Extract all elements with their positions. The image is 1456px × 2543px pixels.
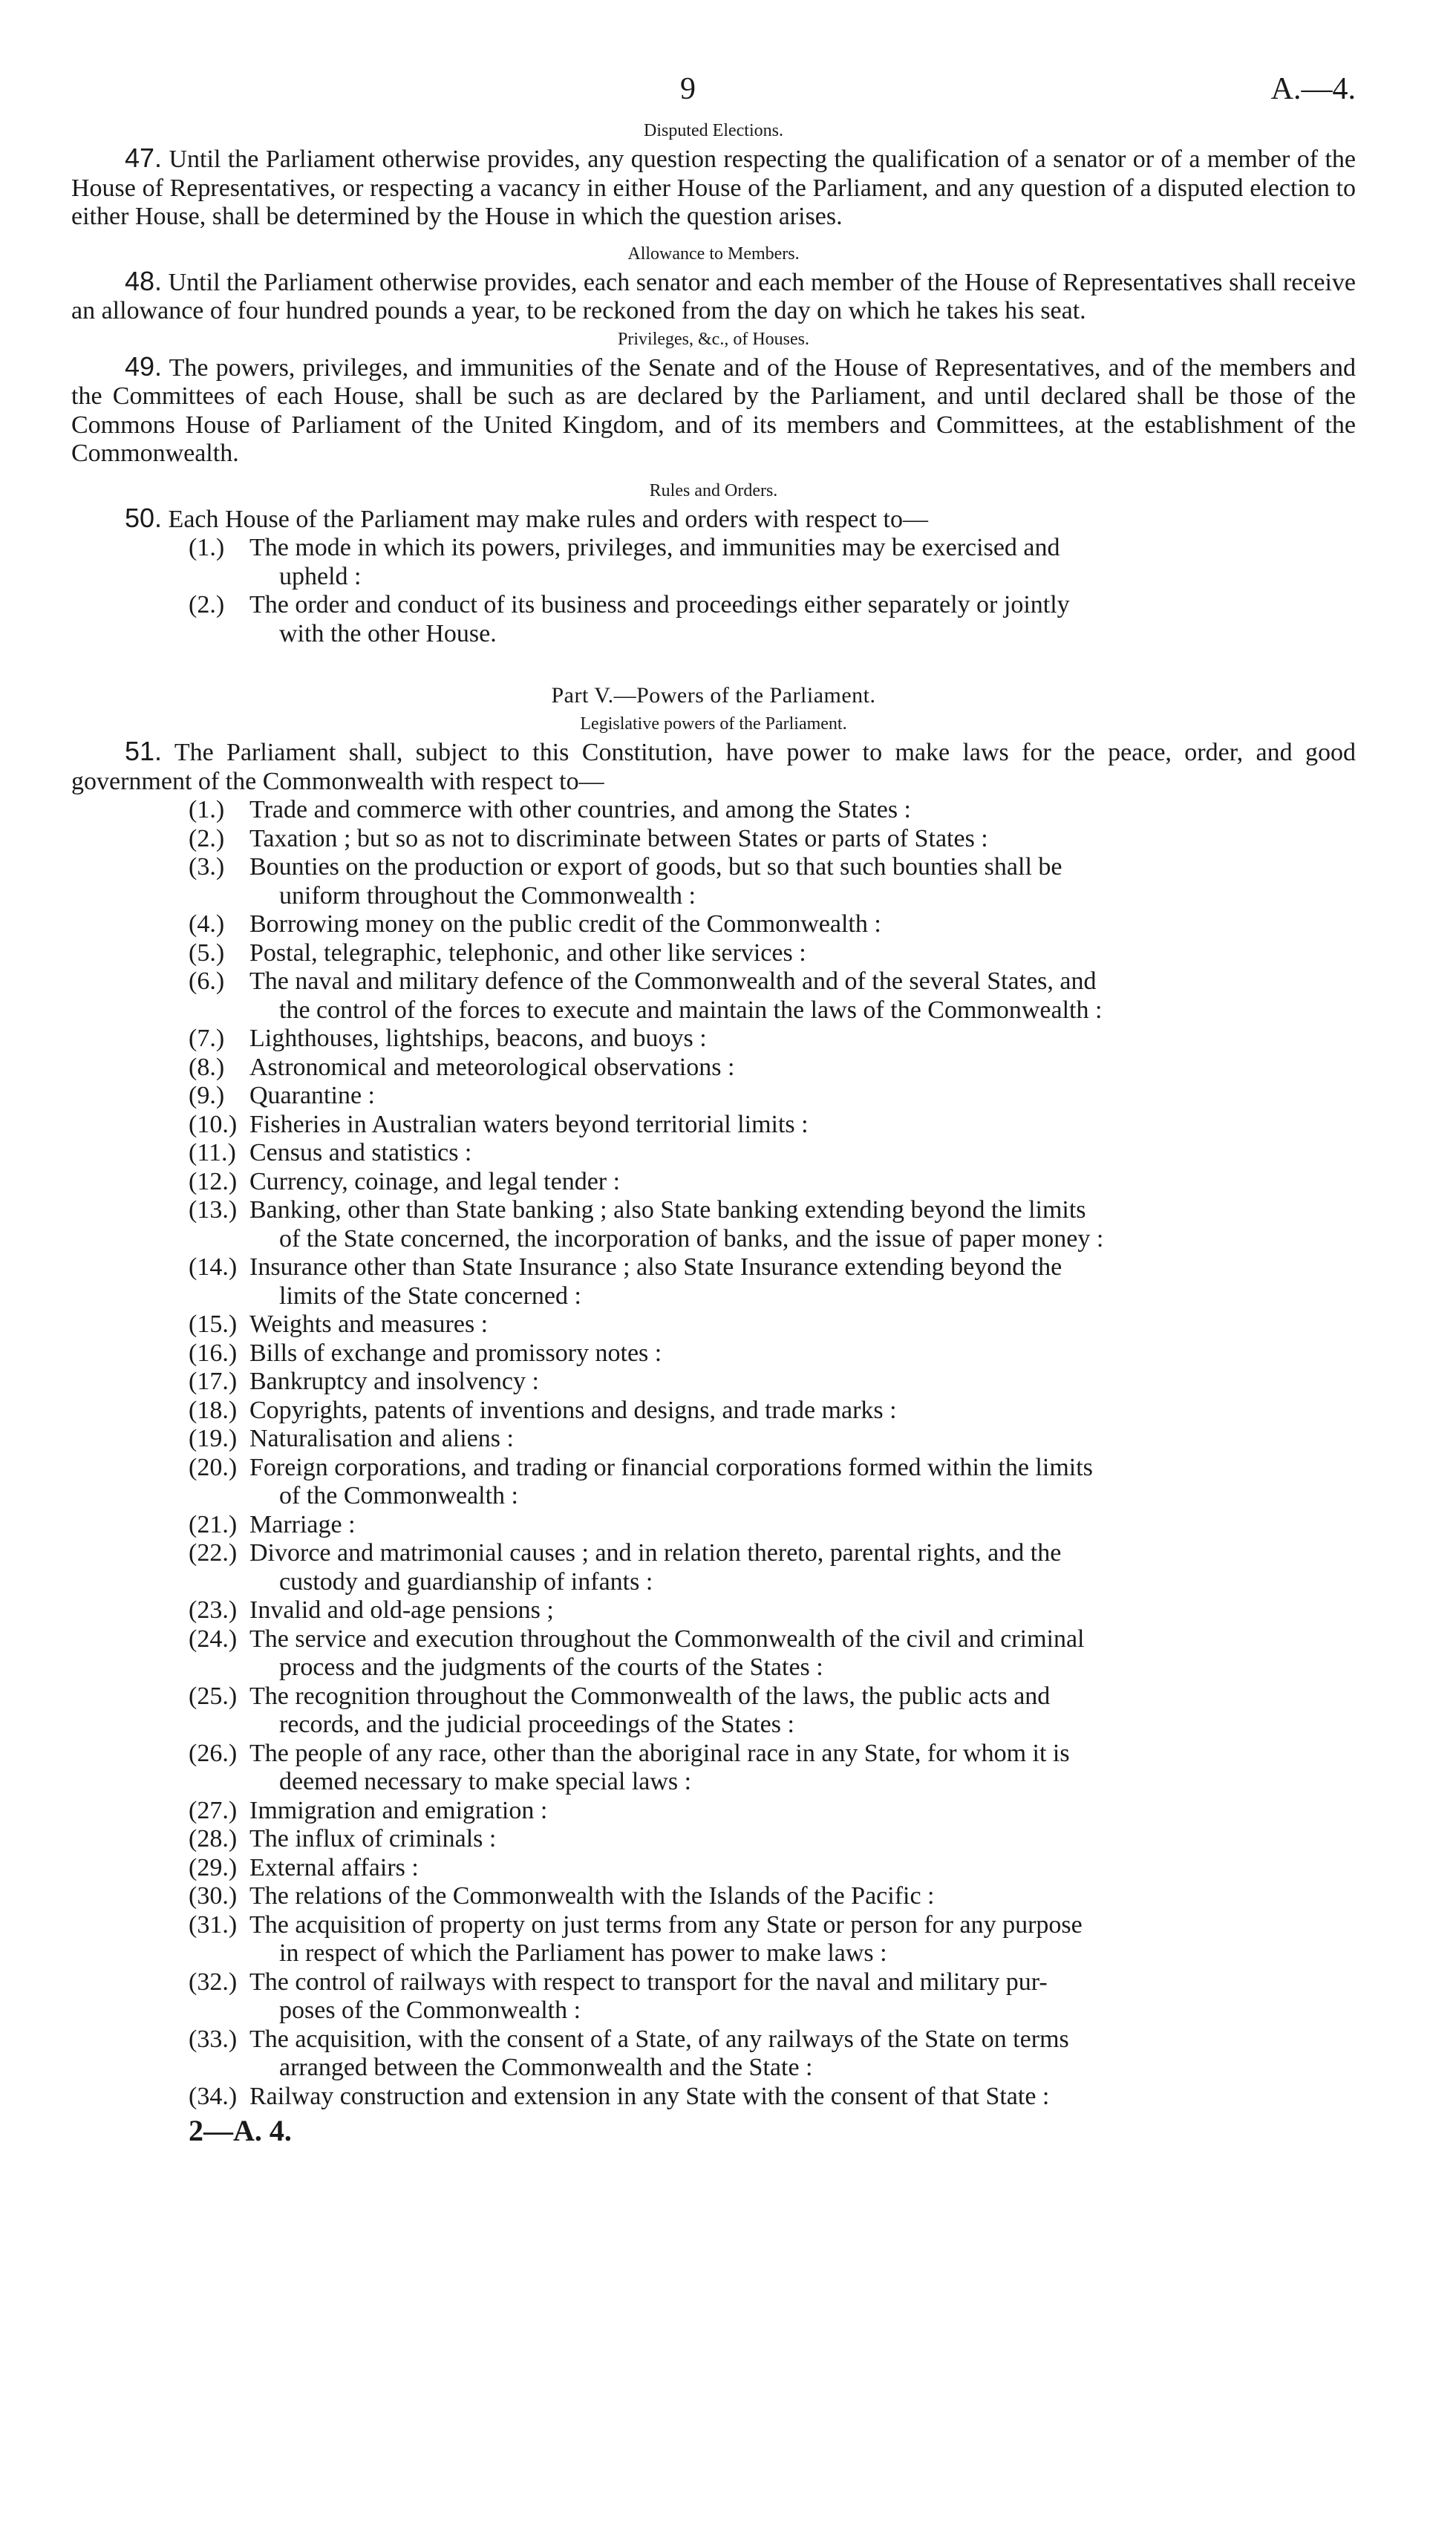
section-heading: Rules and Orders.	[649, 480, 778, 500]
section-47	[71, 144, 1356, 232]
item-number: (19.)	[189, 1425, 238, 1452]
list-item	[71, 796, 1356, 825]
item-text-line: Banking, other than State banking ; also State banking extending beyond the limits	[249, 1196, 1086, 1224]
list-item	[71, 1911, 1356, 1968]
item-text-continuation: of the State concerned, the incorporation of banks, and the issue of paper money :	[279, 1224, 1104, 1253]
item-number: (34.)	[189, 2082, 238, 2110]
item-text	[249, 1596, 1356, 1625]
list-item	[71, 534, 1356, 591]
list-item	[71, 1854, 1356, 1883]
item-text-line: The acquisition, with the consent of a State, of any railways of the State on terms	[249, 2025, 1069, 2053]
item-text-continuation: poses of the Commonwealth :	[279, 1997, 581, 2024]
item-number: (4.)	[189, 910, 225, 938]
item-text-line: Bankruptcy and insolvency :	[249, 1368, 539, 1395]
item-number: (7.)	[189, 1025, 225, 1052]
page-header	[71, 71, 1356, 116]
section-number: 49.	[125, 350, 163, 382]
item-number: (16.)	[189, 1339, 238, 1367]
item-text	[249, 1139, 1356, 1168]
section-51	[71, 737, 1356, 796]
item-text-line: Postal, telegraphic, telephonic, and other like services :	[249, 938, 806, 967]
section-51-items	[71, 796, 1356, 2111]
item-text-line: The mode in which its powers, privileges, and immunities may be exercised and	[249, 534, 1060, 561]
list-item	[71, 1825, 1356, 1854]
section-number: 51.	[125, 736, 163, 766]
item-text-line: Railway construction and extension in any State with the consent of that State :	[249, 2082, 1050, 2110]
list-item	[71, 825, 1356, 854]
item-number: (18.)	[189, 1396, 238, 1424]
list-item	[71, 1454, 1356, 1511]
part-title: Part V.—Powers of the Parliament.	[551, 683, 876, 708]
item-number: (1.)	[189, 534, 225, 561]
section-text: The Parliament shall, subject to this Constitution, have power to make laws for the peace, order, and good government of the Commonwealth with respect to—	[71, 739, 1357, 795]
item-text-line: Marriage :	[249, 1510, 356, 1538]
list-item	[71, 1797, 1356, 1826]
item-number: (20.)	[189, 1453, 238, 1481]
item-text-line: Trade and commerce with other countries, and among the States :	[249, 796, 912, 823]
item-number: (1.)	[189, 796, 225, 823]
item-number: (25.)	[189, 1682, 238, 1710]
list-item	[71, 1539, 1356, 1596]
item-text-line: Bills of exchange and promissory notes :	[249, 1339, 662, 1367]
item-number: (29.)	[189, 1853, 238, 1881]
item-text-continuation: upheld :	[279, 562, 362, 590]
item-text-line: Taxation ; but so as not to discriminate between States or parts of States :	[249, 824, 988, 852]
item-number: (11.)	[189, 1139, 236, 1166]
list-item	[71, 1368, 1356, 1397]
item-text-line: The service and execution throughout the Commonwealth of the civil and criminal	[249, 1625, 1085, 1653]
item-number: (6.)	[189, 967, 225, 995]
signature-mark: 2—A. 4.	[189, 2114, 292, 2147]
section-heading: Allowance to Members.	[627, 244, 800, 264]
item-number: (30.)	[189, 1882, 238, 1910]
item-text	[249, 853, 1356, 910]
list-item	[71, 1339, 1356, 1368]
item-text	[249, 1854, 1356, 1883]
item-text-continuation: in respect of which the Parliament has power to make laws :	[279, 1939, 887, 1967]
item-number: (28.)	[189, 1825, 238, 1852]
item-text	[249, 1397, 1356, 1426]
item-text	[249, 1968, 1356, 2025]
item-text-line: Astronomical and meteorological observations :	[249, 1053, 735, 1081]
item-text	[249, 1082, 1356, 1111]
item-text-continuation: records, and the judicial proceedings of the States :	[279, 1711, 794, 1738]
item-text-line: Lighthouses, lightships, beacons, and buoys :	[249, 1025, 707, 1052]
item-number: (13.)	[189, 1196, 238, 1224]
item-text	[249, 2025, 1356, 2083]
item-text-line: Copyrights, patents of inventions and designs, and trade marks :	[249, 1396, 897, 1424]
section-heading: Privileges, &c., of Houses.	[618, 329, 809, 349]
item-text-line: Census and statistics :	[249, 1139, 472, 1166]
item-number: (17.)	[189, 1368, 238, 1395]
list-item	[71, 1310, 1356, 1339]
item-text-line: The people of any race, other than the aboriginal race in any State, for whom it is	[249, 1739, 1070, 1767]
item-text	[249, 1682, 1356, 1740]
item-text-continuation: custody and guardianship of infants :	[279, 1567, 653, 1596]
item-text-continuation: with the other House.	[279, 619, 497, 647]
item-number: (14.)	[189, 1253, 238, 1281]
item-number: (31.)	[189, 1910, 238, 1939]
item-number: (2.)	[189, 824, 225, 852]
item-text-continuation: process and the judgments of the courts of the States :	[279, 1654, 823, 1681]
item-text-line: Naturalisation and aliens :	[249, 1425, 514, 1452]
section-number: 50.	[125, 502, 163, 533]
section-number: 47.	[125, 143, 163, 173]
item-text	[249, 1425, 1356, 1454]
item-text	[249, 1253, 1356, 1310]
item-text-line: The naval and military defence of the Commonwealth and of the several States, and	[249, 967, 1097, 995]
item-text-line: Currency, coinage, and legal tender :	[249, 1167, 621, 1195]
item-number: (32.)	[189, 1968, 238, 1996]
item-number: (27.)	[189, 1796, 238, 1824]
item-text	[249, 825, 1356, 854]
item-text-line: External affairs :	[249, 1853, 419, 1881]
section-text: Until the Parliament otherwise provides, each senator and each member of the House of Representatives shall receive an allowance of four hundred pounds a year, to be reckoned from the day on which he takes his seat.	[71, 268, 1357, 324]
item-text-line: Divorce and matrimonial causes ; and in relation thereto, parental rights, and the	[249, 1539, 1062, 1567]
item-number: (21.)	[189, 1510, 238, 1538]
item-text	[249, 1168, 1356, 1197]
list-item	[71, 1740, 1356, 1797]
list-item	[71, 2083, 1356, 2112]
item-text	[249, 1625, 1356, 1682]
item-text	[249, 910, 1356, 939]
document-page	[71, 71, 1356, 2148]
item-number: (3.)	[189, 853, 225, 881]
list-item	[71, 591, 1356, 648]
section-heading: Disputed Elections.	[644, 121, 783, 140]
item-number: (9.)	[189, 1082, 225, 1109]
item-text	[249, 591, 1356, 648]
section-50	[71, 504, 1356, 535]
item-text	[249, 1882, 1356, 1911]
item-text	[249, 1196, 1356, 1253]
list-item	[71, 1025, 1356, 1054]
list-item	[71, 967, 1356, 1025]
item-text-line: The order and conduct of its business and proceedings either separately or jointly	[249, 591, 1070, 618]
item-text-line: Borrowing money on the public credit of the Commonwealth :	[249, 910, 881, 938]
item-text-continuation: arranged between the Commonwealth and the State :	[279, 2054, 813, 2081]
item-text-line: Invalid and old-age pensions ;	[249, 1596, 554, 1624]
list-item	[71, 910, 1356, 939]
item-text-line: Foreign corporations, and trading or financial corporations formed within the limits	[249, 1453, 1093, 1481]
item-text-line: Bounties on the production or export of goods, but so that such bounties shall be	[249, 853, 1062, 881]
item-text-line: The control of railways with respect to transport for the naval and military pur-	[249, 1968, 1048, 1996]
item-text-line: The influx of criminals :	[249, 1825, 497, 1852]
list-item	[71, 1196, 1356, 1253]
list-item	[71, 1253, 1356, 1310]
item-text-continuation: the control of the forces to execute and maintain the laws of the Commonwealth :	[279, 996, 1103, 1024]
item-text-line: Weights and measures :	[249, 1310, 489, 1338]
list-item	[71, 1082, 1356, 1111]
item-number: (2.)	[189, 591, 225, 618]
item-text-continuation: deemed necessary to make special laws :	[279, 1768, 692, 1795]
item-number: (33.)	[189, 2025, 238, 2053]
item-text-line: The recognition throughout the Commonwealth of the laws, the public acts and	[249, 1682, 1051, 1710]
item-text	[249, 796, 1356, 825]
list-item	[71, 1111, 1356, 1140]
item-number: (23.)	[189, 1596, 238, 1624]
item-number: (22.)	[189, 1539, 238, 1567]
item-text-line: Insurance other than State Insurance ; also State Insurance extending beyond the	[249, 1253, 1062, 1281]
list-item	[71, 2025, 1356, 2083]
item-number: (10.)	[189, 1110, 238, 1138]
list-item	[71, 1425, 1356, 1454]
item-number: (26.)	[189, 1739, 238, 1767]
item-text-line: Quarantine :	[249, 1082, 375, 1109]
item-text	[249, 1825, 1356, 1854]
item-number: (15.)	[189, 1310, 238, 1338]
list-item	[71, 1625, 1356, 1682]
item-text-continuation: uniform throughout the Commonwealth :	[279, 881, 696, 910]
section-number: 48.	[125, 265, 163, 296]
item-number: (24.)	[189, 1625, 238, 1653]
item-text	[249, 2083, 1356, 2112]
item-text	[249, 534, 1356, 591]
item-text	[249, 1111, 1356, 1140]
item-number: (8.)	[189, 1053, 225, 1081]
item-number: (12.)	[189, 1167, 238, 1195]
item-text	[249, 1911, 1356, 1968]
item-text	[249, 1368, 1356, 1397]
page-number: 9	[680, 72, 696, 106]
list-item	[71, 1596, 1356, 1625]
item-text	[249, 1454, 1356, 1511]
item-text-line: Fisheries in Australian waters beyond territorial limits :	[249, 1110, 809, 1138]
document-reference: A.—4.	[1270, 72, 1356, 106]
item-text	[249, 1511, 1356, 1540]
list-item	[71, 1882, 1356, 1911]
item-text	[249, 1339, 1356, 1368]
list-item	[71, 1397, 1356, 1426]
section-48	[71, 267, 1356, 326]
item-text	[249, 967, 1356, 1025]
section-text: Until the Parliament otherwise provides, any question respecting the qualification of a senator or of a member of the House of Representatives, or respecting a vacancy in either House of the Parliament, and any question of a disputed election to either House, shall be determined by the House in which the question arises.	[71, 146, 1357, 230]
item-text-continuation: limits of the State concerned :	[279, 1282, 581, 1310]
list-item	[71, 1054, 1356, 1083]
list-item	[71, 1168, 1356, 1197]
item-text	[249, 1310, 1356, 1339]
item-text-line: Immigration and emigration :	[249, 1796, 548, 1824]
list-item	[71, 1968, 1356, 2025]
item-text-continuation: of the Commonwealth :	[279, 1482, 519, 1509]
list-item	[71, 1682, 1356, 1740]
item-number: (5.)	[189, 938, 225, 967]
section-text: The powers, privileges, and immunities of the Senate and of the House of Representatives, and of the members and the Committees of each House, shall be such as are declared by the Parliament, and until declared shall be those of the Commons House of Parliament of the United Kingdom, and of its members and Committees, at the establishment of the Commonwealth.	[71, 353, 1356, 467]
item-text	[249, 1539, 1356, 1596]
item-text	[249, 1797, 1356, 1826]
section-50-items	[71, 534, 1356, 648]
section-heading: Legislative powers of the Parliament.	[580, 714, 847, 734]
list-item	[71, 1511, 1356, 1540]
list-item	[71, 1139, 1356, 1168]
item-text	[249, 1054, 1356, 1083]
item-text	[249, 1740, 1356, 1797]
item-text	[249, 939, 1356, 968]
section-49	[71, 350, 1356, 469]
list-item	[71, 853, 1356, 910]
list-item	[71, 939, 1356, 968]
item-text	[249, 1025, 1356, 1054]
item-text-line: The acquisition of property on just terms from any State or person for any purpose	[249, 1910, 1083, 1939]
section-text: Each House of the Parliament may make rules and orders with respect to—	[168, 505, 928, 533]
item-text-line: The relations of the Commonwealth with the Islands of the Pacific :	[249, 1882, 935, 1910]
